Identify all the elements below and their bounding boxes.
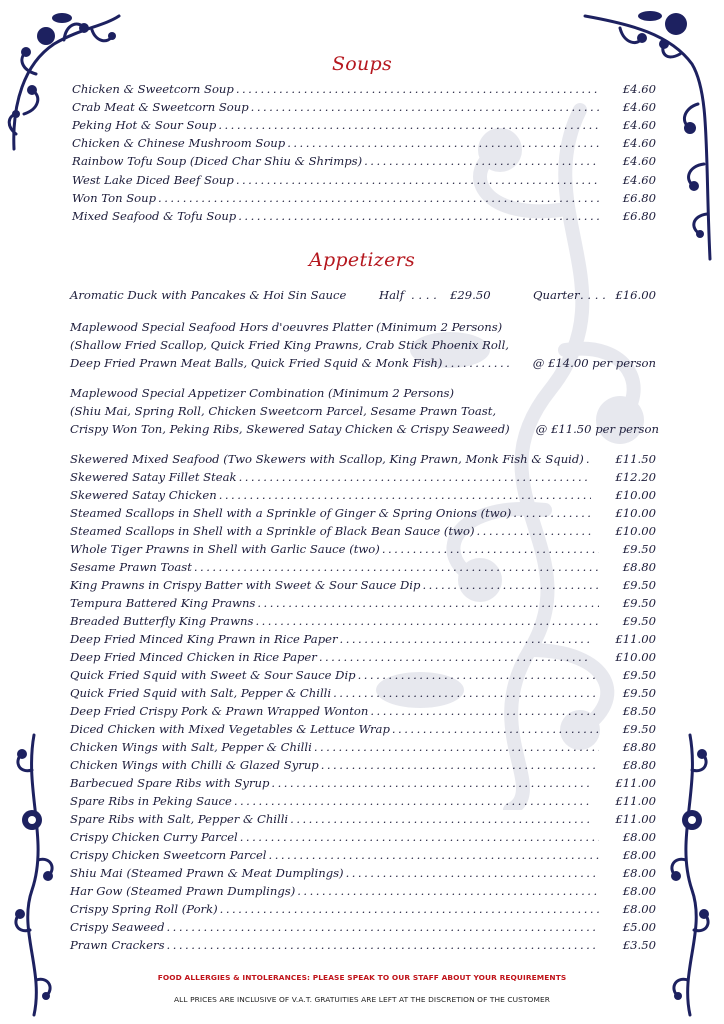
appetizer-item-name: Shiu Mai (Steamed Prawn & Meat Dumplings) <box>70 866 344 880</box>
appetizer-item-price: £9.50 <box>622 542 656 556</box>
appetizer-item-price: £11.00 <box>615 776 656 790</box>
appetizer-item-name: Deep Fried Minced King Prawn in Rice Paper <box>70 632 338 646</box>
soups-heading: Soups <box>331 53 393 75</box>
soup-item-name: Chicken & Sweetcorn Soup <box>72 82 234 96</box>
appetizer-item-name: Prawn Crackers <box>70 938 165 952</box>
appetizer-item <box>70 450 656 468</box>
seafood-platter-line3-text: Deep Fried Prawn Meat Balls, Quick Fried Squid & Monk Fish) <box>70 356 443 370</box>
soup-item <box>72 152 656 170</box>
appetizer-item <box>70 918 656 936</box>
appetizer-item <box>70 594 656 612</box>
appetizer-item-name: Crispy Chicken Curry Parcel <box>70 830 238 844</box>
appetizers-heading: Appetizers <box>308 249 416 271</box>
appetizer-item <box>70 558 656 576</box>
appetizer-item <box>70 720 656 738</box>
appetizer-item-price: £9.50 <box>622 614 656 628</box>
appetizer-item-price: £12.20 <box>615 470 656 484</box>
appetizer-item-name: Crispy Spring Roll (Pork) <box>70 902 218 916</box>
soup-item-price: £6.80 <box>622 208 656 223</box>
appetizer-item-name: Skewered Satay Fillet Steak <box>70 470 237 484</box>
appetizer-combo-line3-text: Crispy Won Ton, Peking Ribs, Skewered Satay Chicken & Crispy Seaweed) <box>70 422 510 436</box>
appetizer-item <box>70 900 656 918</box>
soup-item-name: Rainbow Tofu Soup (Diced Char Shiu & Shrimps) <box>72 154 363 169</box>
appetizer-item <box>70 828 656 846</box>
soup-item-price: £4.60 <box>622 82 656 96</box>
appetizer-item-name: Tempura Battered King Prawns <box>70 596 256 610</box>
soup-item-price: £4.60 <box>622 118 656 133</box>
appetizer-item-name: Steamed Scallops in Shell with a Sprinkle of Black Bean Sauce (two) <box>70 524 475 538</box>
appetizer-item-price: £8.00 <box>622 848 656 862</box>
appetizer-item <box>70 810 656 828</box>
appetizer-item-price: £8.80 <box>622 560 656 574</box>
appetizer-item <box>70 864 656 882</box>
appetizer-item <box>70 738 656 756</box>
aromatic-duck-name: Aromatic Duck with Pancakes & Hoi Sin Sauce <box>70 288 347 302</box>
appetizer-item-name: Har Gow (Steamed Prawn Dumplings) <box>70 884 296 898</box>
appetizer-item-price: £10.00 <box>615 488 656 502</box>
appetizer-item-price: £11.00 <box>615 812 656 826</box>
appetizer-item <box>70 522 656 540</box>
soup-item <box>72 80 656 98</box>
appetizer-item-price: £9.50 <box>622 668 656 682</box>
appetizer-item <box>70 756 656 774</box>
appetizer-item-price: £8.80 <box>622 758 656 772</box>
appetizer-item-name: Diced Chicken with Mixed Vegetables & Lettuce Wrap <box>70 722 390 736</box>
appetizer-item <box>70 936 656 954</box>
appetizer-item <box>70 648 656 666</box>
appetizer-item-name: Chicken Wings with Salt, Pepper & Chilli <box>70 740 312 754</box>
seafood-platter-line2: (Shallow Fried Scallop, Quick Fried King Prawns, Crab Stick Phoenix Roll, <box>70 338 509 352</box>
appetizer-item-price: £5.00 <box>622 920 656 934</box>
soup-item-price: £6.80 <box>622 190 656 205</box>
soup-item-name: Peking Hot & Sour Soup <box>72 118 217 133</box>
appetizer-item-name: Skewered Mixed Seafood (Two Skewers with Scallop, King Prawn, Monk Fish & Squid) <box>70 452 584 466</box>
appetizer-item-price: £8.00 <box>622 866 656 880</box>
soup-item-price: £4.60 <box>622 136 656 151</box>
soup-item <box>72 116 656 134</box>
duck-quarter-price: £16.00 <box>615 288 656 302</box>
appetizer-item-price: £10.00 <box>615 650 656 664</box>
appetizer-item-price: £10.00 <box>615 524 656 538</box>
soup-item <box>72 207 656 225</box>
soup-item-name: Crab Meat & Sweetcorn Soup <box>72 100 249 115</box>
soup-item <box>72 171 656 189</box>
seafood-platter-price: @ £14.00 per person <box>532 356 656 370</box>
appetizer-item <box>70 468 656 486</box>
soup-item-price: £4.60 <box>622 172 656 187</box>
soup-item-name: West Lake Diced Beef Soup <box>72 172 234 187</box>
appetizer-item <box>70 792 656 810</box>
appetizer-item-name: Crispy Seaweed <box>70 920 165 934</box>
appetizer-item <box>70 540 656 558</box>
appetizer-combo-line1: Maplewood Special Appetizer Combination (Minimum 2 Persons) <box>70 386 455 400</box>
soup-item-price: £4.60 <box>622 154 656 169</box>
duck-half-label: Half <box>379 288 405 302</box>
appetizer-item <box>70 882 656 900</box>
appetizer-item-price: £3.50 <box>622 938 656 952</box>
appetizer-item <box>70 612 656 630</box>
appetizer-item <box>70 576 656 594</box>
appetizer-item-name: King Prawns in Crispy Batter with Sweet & Sour Sauce Dip <box>70 578 421 592</box>
appetizer-item-name: Sesame Prawn Toast <box>70 560 192 574</box>
appetizer-combo-line2: (Shiu Mai, Spring Roll, Chicken Sweetcorn Parcel, Sesame Prawn Toast, <box>70 404 497 418</box>
appetizer-item-name: Steamed Scallops in Shell with a Sprinkle of Ginger & Spring Onions (two) <box>70 506 512 520</box>
appetizer-item-price: £8.00 <box>622 884 656 898</box>
soup-item <box>72 189 656 207</box>
appetizer-item <box>70 774 656 792</box>
appetizer-item <box>70 684 656 702</box>
appetizer-item-name: Quick Fried Squid with Sweet & Sour Sauce Dip <box>70 668 356 682</box>
appetizer-item-price: £11.00 <box>615 794 656 808</box>
appetizer-item <box>70 702 656 720</box>
appetizer-combo-line3 <box>70 420 659 438</box>
duck-quarter-label: Quarter <box>533 288 580 302</box>
appetizer-item-name: Breaded Butterfly King Prawns <box>70 614 254 628</box>
appetizer-item-price: £9.50 <box>622 722 656 736</box>
duck-quarter-dots: . . . . <box>580 288 606 302</box>
appetizer-item-price: £9.50 <box>622 596 656 610</box>
appetizer-item-name: Quick Fried Squid with Salt, Pepper & Chilli <box>70 686 332 700</box>
duck-half-price: £29.50 <box>450 288 491 302</box>
appetizer-item-name: Crispy Chicken Sweetcorn Parcel <box>70 848 267 862</box>
appetizer-combo-price: @ £11.50 per person <box>535 422 659 436</box>
duck-half-dots: . . . . <box>411 288 437 302</box>
allergy-notice: FOOD ALLERGIES & INTOLERANCES: PLEASE SPEAK TO OUR STAFF ABOUT YOUR REQUIREMENTS <box>157 973 567 982</box>
appetizer-item-name: Deep Fried Minced Chicken in Rice Paper <box>70 650 317 664</box>
soup-item <box>72 98 656 116</box>
appetizer-item-name: Chicken Wings with Chilli & Glazed Syrup <box>70 758 319 772</box>
appetizer-item-price: £8.80 <box>622 740 656 754</box>
vat-notice: ALL PRICES ARE INCLUSIVE OF V.A.T. GRATUITIES ARE LEFT AT THE DISCRETION OF THE CUSTOMER <box>174 995 550 1004</box>
soup-item <box>72 134 656 152</box>
appetizer-item-name: Whole Tiger Prawns in Shell with Garlic Sauce (two) <box>70 542 380 556</box>
appetizer-item-name: Skewered Satay Chicken <box>70 488 217 502</box>
soup-item-name: Mixed Seafood & Tofu Soup <box>72 208 237 223</box>
appetizer-item-price: £8.00 <box>622 830 656 844</box>
appetizer-item-name: Spare Ribs in Peking Sauce <box>70 794 232 808</box>
soup-item-price: £4.60 <box>622 100 656 115</box>
appetizer-item <box>70 666 656 684</box>
appetizer-item-price: £8.50 <box>622 704 656 718</box>
appetizer-item <box>70 504 656 522</box>
appetizer-item-name: Deep Fried Crispy Pork & Prawn Wrapped Wonton <box>70 704 369 718</box>
soup-item-name: Chicken & Chinese Mushroom Soup <box>72 136 286 151</box>
soup-item-name: Won Ton Soup <box>72 190 157 205</box>
seafood-platter-line3 <box>70 354 656 372</box>
appetizer-item-price: £9.50 <box>622 686 656 700</box>
appetizer-item <box>70 846 656 864</box>
appetizer-item-price: £8.00 <box>622 902 656 916</box>
appetizer-item-price: £10.00 <box>615 506 656 520</box>
seafood-platter-line1: Maplewood Special Seafood Hors d'oeuvres Platter (Minimum 2 Persons) <box>70 320 503 334</box>
appetizer-item <box>70 630 656 648</box>
appetizer-item-name: Spare Ribs with Salt, Pepper & Chilli <box>70 812 289 826</box>
appetizer-item-price: £11.50 <box>615 452 656 466</box>
appetizer-item-price: £11.00 <box>615 632 656 646</box>
appetizer-item <box>70 486 656 504</box>
appetizer-item-name: Barbecued Spare Ribs with Syrup <box>70 776 270 790</box>
appetizer-item-price: £9.50 <box>622 578 656 592</box>
